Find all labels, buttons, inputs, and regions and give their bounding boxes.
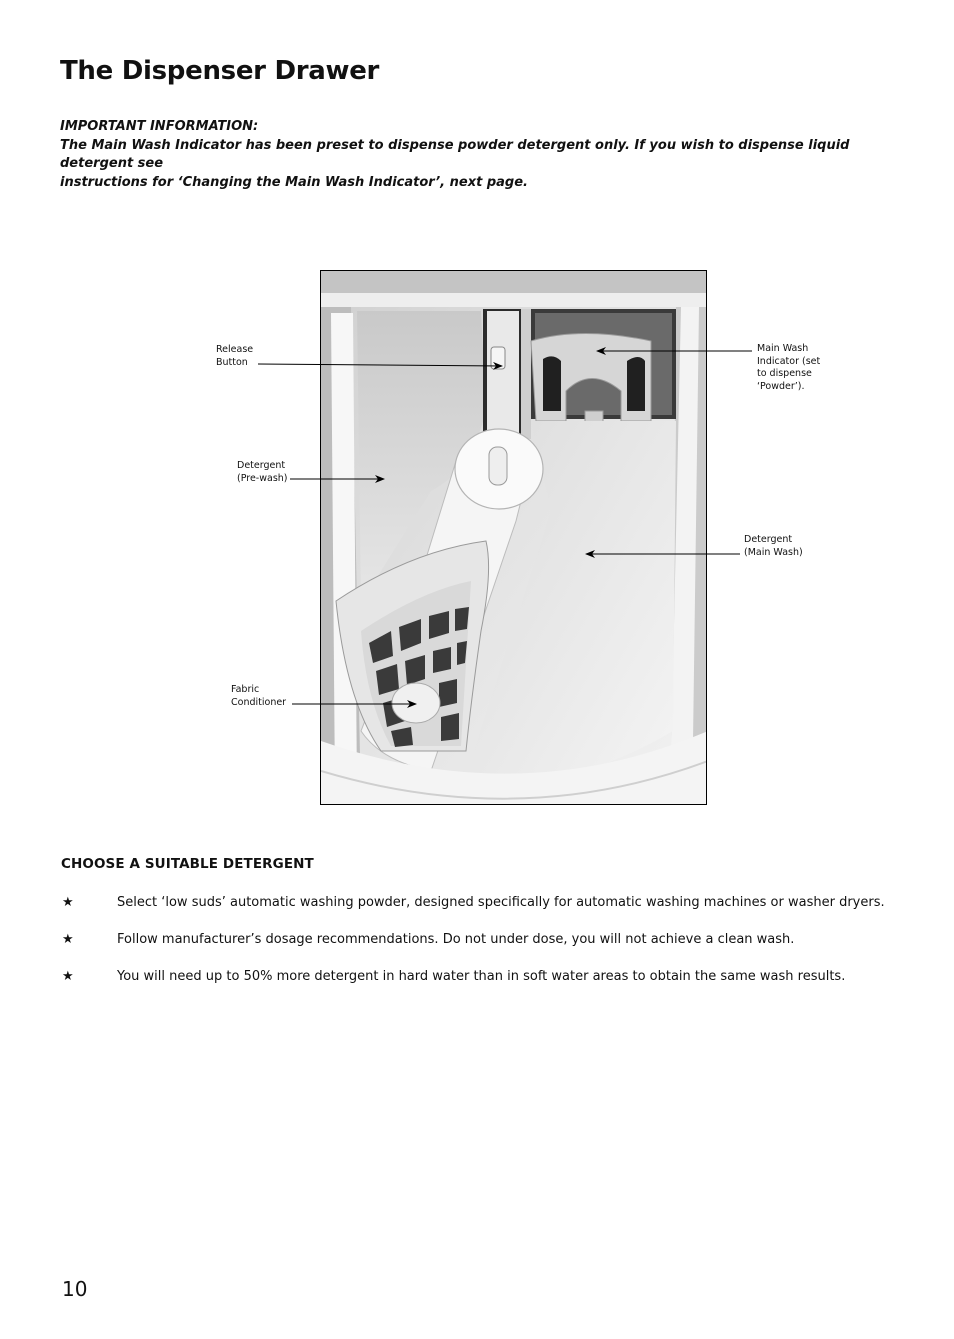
important-line-2: instructions for ‘Changing the Main Wash Indicator’, next page. — [60, 174, 528, 190]
dispenser-drawer-photo — [320, 270, 707, 805]
important-line-1: The Main Wash Indicator has been preset to dispense powder detergent only. If you wish to dispense liquid detergent see — [60, 137, 850, 171]
list-item-text: You will need up to 50% more detergent in hard water than in soft water areas to obtain the same wash results. — [117, 969, 846, 984]
important-heading: IMPORTANT INFORMATION: — [60, 119, 259, 134]
star-bullet-icon: ★ — [62, 969, 74, 984]
list-item-text: Select ‘low suds’ automatic washing powder, designed specifically for automatic washing machines or washer dryers. — [117, 895, 885, 910]
important-information — [60, 118, 900, 192]
section-heading-detergent: CHOOSE A SUITABLE DETERGENT — [61, 856, 314, 872]
callout-detergent-prewash: Detergent (Pre-wash) — [237, 460, 288, 484]
callout-fabric-conditioner: Fabric Conditioner — [231, 684, 287, 708]
callout-main-wash-indicator: Main Wash Indicator (set to dispense ‘Powder’). — [757, 343, 821, 392]
star-bullet-icon: ★ — [62, 932, 74, 947]
callout-detergent-mainwash: Detergent (Main Wash) — [744, 534, 803, 558]
callout-release-button: Release Button — [216, 344, 254, 368]
page-number: 10 — [62, 1277, 88, 1301]
star-bullet-icon: ★ — [62, 895, 74, 910]
page-title: The Dispenser Drawer — [60, 56, 380, 86]
dispenser-drawer-illustration — [321, 271, 707, 805]
list-item-text: Follow manufacturer’s dosage recommendations. Do not under dose, you will not achieve a clean wash. — [117, 932, 795, 947]
